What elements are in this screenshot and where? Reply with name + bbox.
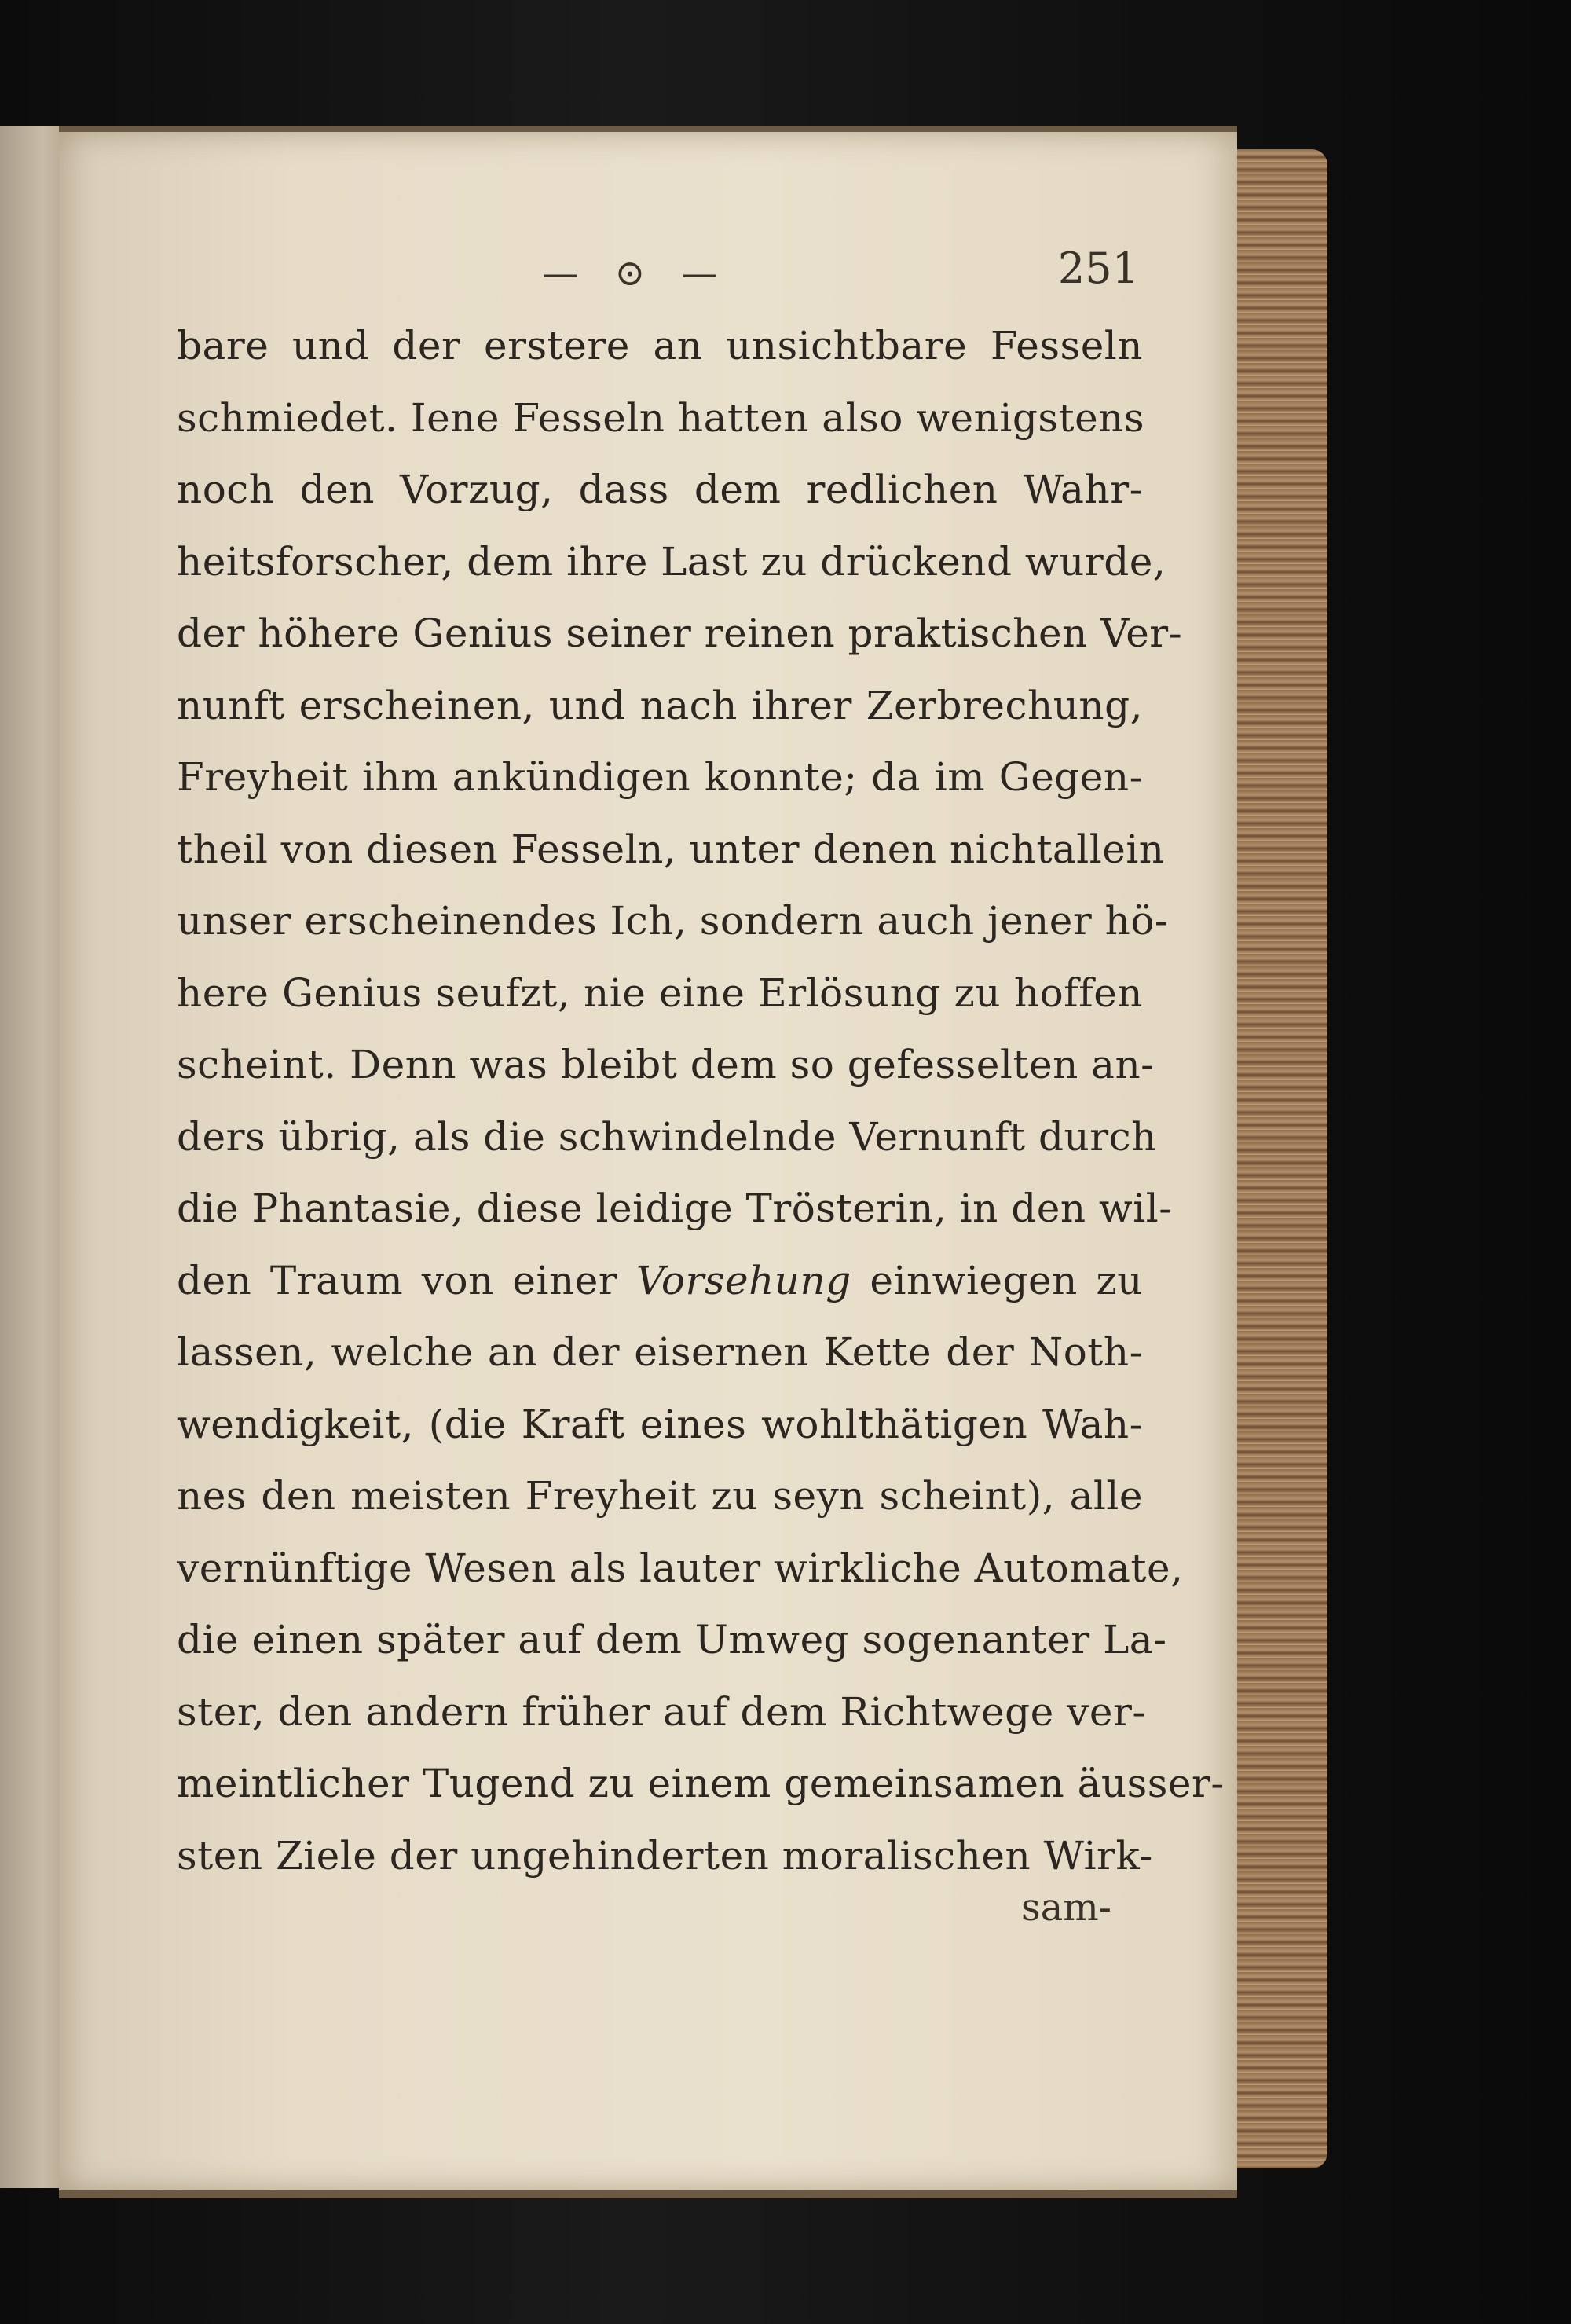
text-line: sten Ziele der ungehinderten moralischen Wirk- [177,1832,1153,1879]
text-line: scheint. Denn was bleibt dem so gefesselten an- [177,1042,1155,1087]
text-line: wendigkeit, (die Kraft eines wohlthätigen Wah- [177,1401,1143,1447]
text-line: ster, den andern früher auf dem Richtwege ver- [177,1688,1146,1735]
text-line: nes den meisten Freyheit zu seyn scheint), alle [177,1473,1143,1519]
text-line: theil von diesen Fesseln, unter denen nichtallein [177,826,1165,872]
text-line: bare und der erstere an unsichtbare Fesseln [177,323,1143,368]
text-line: der höhere Genius seiner reinen praktischen Ver- [177,610,1183,656]
text-line: unser erscheinendes Ich, sondern auch jener hö- [177,898,1169,944]
body-text [177,310,1225,1892]
text-line: here Genius seufzt, nie eine Erlösung zu hoffen [177,970,1143,1016]
text-line: vernünftige Wesen als lauter wirkliche Automate, [177,1545,1184,1591]
text-line: meintlicher Tugend zu einem gemeinsamen äusser- [177,1761,1225,1806]
header-ornament: — ⊙ — [542,251,731,294]
text-line: lassen, welche an der eisernen Kette der Noth- [177,1329,1143,1375]
running-header [471,244,1139,299]
italic-word: Vorsehung [635,1257,851,1303]
text-line: noch den Vorzug, dass dem redlichen Wahr- [177,467,1143,512]
text-line: die Phantasie, diese leidige Trösterin, in den wil- [177,1186,1173,1231]
text-line: schmiedet. Iene Fesseln hatten also wenigstens [177,394,1145,441]
text-line-end: einwiegen zu [870,1257,1143,1303]
text-line: heitsforscher, dem ihre Last zu drückend wurde, [177,538,1166,585]
text-line-start: den Traum von einer [177,1257,618,1303]
text-line-with-italic [177,1245,1143,1318]
text-line: Freyheit ihm ankündigen konnte; da im Gegen- [177,754,1143,800]
catchword: sam- [1021,1886,1111,1930]
page-number: 251 [1057,244,1139,293]
page-stack-edge [1225,149,1327,2168]
text-line: nunft erscheinen, und nach ihrer Zerbrechung, [177,682,1143,728]
text-line: die einen später auf dem Umweg sogenanter La- [177,1617,1167,1662]
text-line: ders übrig, als die schwindelnde Vernunft durch [177,1113,1157,1160]
